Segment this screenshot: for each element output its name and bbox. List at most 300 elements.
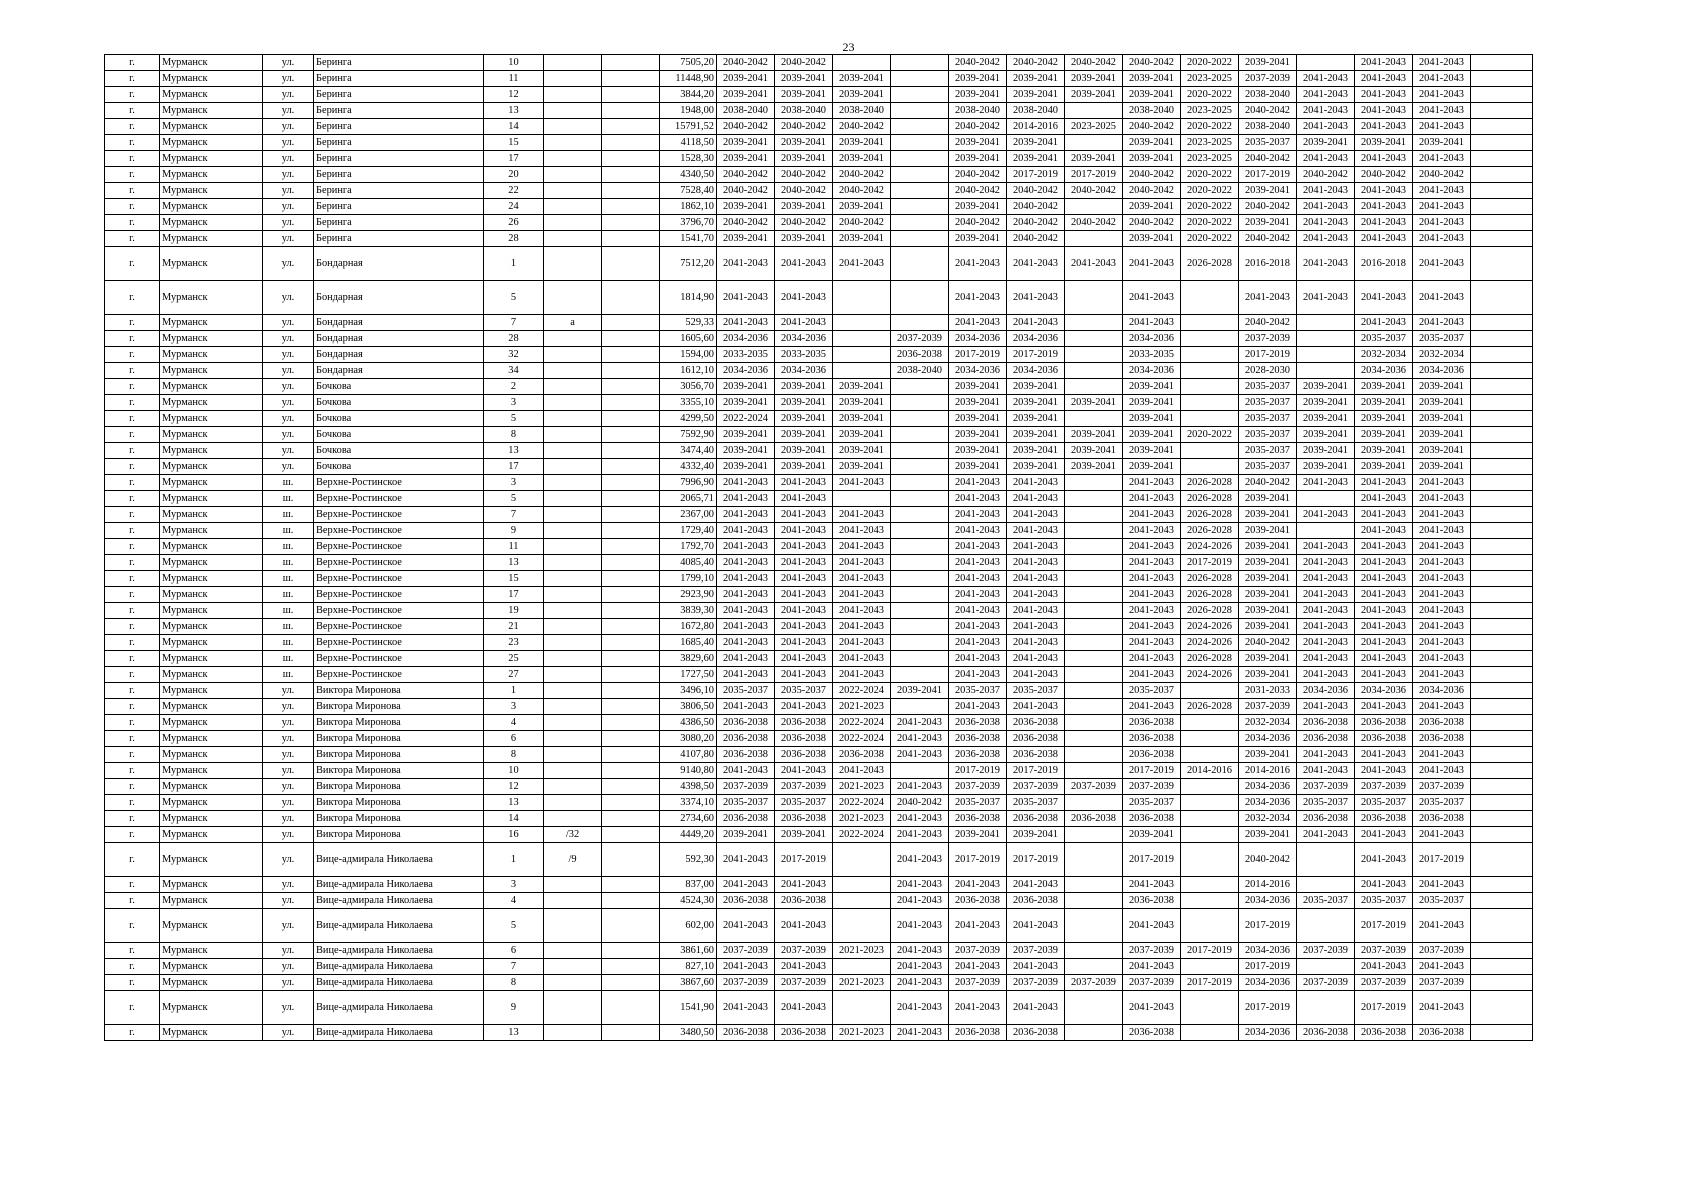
cell-period-12: 2032-2034: [1355, 347, 1413, 363]
cell-street-name: Верхне-Ростинское: [314, 475, 484, 491]
cell-building-suffix: [544, 507, 602, 523]
cell-period-3: 2022-2024: [833, 683, 891, 699]
cell-period-1: 2041-2043: [717, 587, 775, 603]
cell-extra: [1471, 215, 1533, 231]
cell-period-3: [833, 55, 891, 71]
cell-period-13: 2041-2043: [1413, 603, 1471, 619]
cell-period-1: 2041-2043: [717, 909, 775, 943]
cell-period-6: 2040-2042: [1007, 215, 1065, 231]
cell-building-suffix: [544, 87, 602, 103]
cell-building-suffix: [544, 571, 602, 587]
cell-period-9: [1181, 893, 1239, 909]
cell-street-type: ул.: [263, 459, 314, 475]
cell-period-7: 2040-2042: [1065, 215, 1123, 231]
cell-total-area: 4449,20: [660, 827, 717, 843]
cell-total-area: 3480,50: [660, 1025, 717, 1041]
cell-period-13: 2041-2043: [1413, 571, 1471, 587]
cell-period-3: [833, 363, 891, 379]
cell-period-1: 2039-2041: [717, 443, 775, 459]
cell-street-name: Беринга: [314, 231, 484, 247]
cell-settlement-type: г.: [105, 893, 160, 909]
cell-settlement-type: г.: [105, 715, 160, 731]
cell-period-10: 2017-2019: [1239, 167, 1297, 183]
cell-period-7: [1065, 843, 1123, 877]
cell-period-2: 2034-2036: [775, 363, 833, 379]
cell-period-5: 2041-2043: [949, 315, 1007, 331]
cell-city: Мурманск: [160, 395, 263, 411]
cell-period-12: 2041-2043: [1355, 571, 1413, 587]
cell-period-1: 2035-2037: [717, 795, 775, 811]
cell-street-type: ул.: [263, 683, 314, 699]
cell-period-8: 2039-2041: [1123, 135, 1181, 151]
cell-period-11: 2034-2036: [1297, 683, 1355, 699]
cell-extra: [1471, 71, 1533, 87]
cell-period-1: 2039-2041: [717, 135, 775, 151]
cell-period-1: 2034-2036: [717, 363, 775, 379]
cell-building-suffix: [544, 281, 602, 315]
cell-extra: [1471, 811, 1533, 827]
cell-period-11: 2040-2042: [1297, 167, 1355, 183]
cell-total-area: 1541,90: [660, 991, 717, 1025]
cell-period-4: [891, 699, 949, 715]
cell-period-4: 2041-2043: [891, 827, 949, 843]
cell-period-8: 2036-2038: [1123, 731, 1181, 747]
cell-period-8: 2034-2036: [1123, 331, 1181, 347]
cell-period-8: 2041-2043: [1123, 909, 1181, 943]
cell-house-number: 1: [484, 247, 544, 281]
cell-period-5: 2037-2039: [949, 943, 1007, 959]
cell-total-area: 1862,10: [660, 199, 717, 215]
cell-period-9: [1181, 683, 1239, 699]
cell-period-7: 2036-2038: [1065, 811, 1123, 827]
cell-extra: [1471, 619, 1533, 635]
cell-extra: [1471, 523, 1533, 539]
cell-settlement-type: г.: [105, 395, 160, 411]
cell-period-7: [1065, 603, 1123, 619]
cell-settlement-type: г.: [105, 827, 160, 843]
cell-period-9: 2024-2026: [1181, 619, 1239, 635]
cell-period-11: 2041-2043: [1297, 827, 1355, 843]
cell-period-12: 2041-2043: [1355, 281, 1413, 315]
cell-street-name: Бочкова: [314, 443, 484, 459]
cell-street-type: ул.: [263, 315, 314, 331]
table-row: [105, 975, 1533, 991]
cell-street-type: ул.: [263, 943, 314, 959]
cell-settlement-type: г.: [105, 247, 160, 281]
cell-building-suffix: [544, 55, 602, 71]
cell-period-4: [891, 315, 949, 331]
cell-house-number: 4: [484, 893, 544, 909]
cell-extra: [1471, 55, 1533, 71]
cell-period-6: 2041-2043: [1007, 991, 1065, 1025]
cell-period-2: 2041-2043: [775, 571, 833, 587]
cell-period-8: 2040-2042: [1123, 119, 1181, 135]
cell-period-9: [1181, 281, 1239, 315]
cell-total-area: 15791,52: [660, 119, 717, 135]
cell-period-1: 2041-2043: [717, 635, 775, 651]
cell-period-10: 2040-2042: [1239, 103, 1297, 119]
cell-total-area: 1799,10: [660, 571, 717, 587]
cell-period-4: 2041-2043: [891, 1025, 949, 1041]
cell-building-suffix: [544, 747, 602, 763]
cell-period-12: 2016-2018: [1355, 247, 1413, 281]
cell-period-11: 2041-2043: [1297, 507, 1355, 523]
cell-street-type: ул.: [263, 135, 314, 151]
cell-period-1: 2034-2036: [717, 331, 775, 347]
cell-building-suffix: [544, 347, 602, 363]
cell-extra: [1471, 247, 1533, 281]
table-row: [105, 215, 1533, 231]
cell-settlement-type: г.: [105, 975, 160, 991]
cell-period-2: 2038-2040: [775, 103, 833, 119]
cell-period-3: [833, 991, 891, 1025]
cell-period-3: 2040-2042: [833, 215, 891, 231]
cell-building-suffix: [544, 363, 602, 379]
cell-house-number: 13: [484, 443, 544, 459]
cell-letter: [602, 167, 660, 183]
cell-period-12: 2017-2019: [1355, 909, 1413, 943]
cell-period-9: 2024-2026: [1181, 667, 1239, 683]
cell-extra: [1471, 331, 1533, 347]
cell-building-suffix: [544, 943, 602, 959]
cell-total-area: 4340,50: [660, 167, 717, 183]
cell-period-9: [1181, 811, 1239, 827]
cell-street-type: ш.: [263, 523, 314, 539]
cell-city: Мурманск: [160, 151, 263, 167]
cell-total-area: 1605,60: [660, 331, 717, 347]
cell-period-12: 2041-2043: [1355, 475, 1413, 491]
cell-building-suffix: [544, 71, 602, 87]
cell-period-4: 2041-2043: [891, 943, 949, 959]
cell-period-13: 2041-2043: [1413, 651, 1471, 667]
cell-street-type: ул.: [263, 427, 314, 443]
cell-building-suffix: [544, 651, 602, 667]
cell-total-area: 2923,90: [660, 587, 717, 603]
cell-settlement-type: г.: [105, 71, 160, 87]
cell-period-10: 2037-2039: [1239, 71, 1297, 87]
cell-period-4: [891, 231, 949, 247]
cell-house-number: 17: [484, 459, 544, 475]
cell-period-1: 2039-2041: [717, 395, 775, 411]
cell-letter: [602, 827, 660, 843]
cell-period-8: 2039-2041: [1123, 411, 1181, 427]
cell-street-type: ш.: [263, 619, 314, 635]
cell-period-12: 2035-2037: [1355, 795, 1413, 811]
cell-period-6: 2040-2042: [1007, 55, 1065, 71]
cell-period-9: 2024-2026: [1181, 539, 1239, 555]
cell-period-1: 2036-2038: [717, 747, 775, 763]
cell-period-3: 2041-2043: [833, 635, 891, 651]
cell-period-1: 2039-2041: [717, 459, 775, 475]
cell-letter: [602, 363, 660, 379]
cell-period-4: [891, 571, 949, 587]
cell-extra: [1471, 183, 1533, 199]
cell-period-10: 2035-2037: [1239, 135, 1297, 151]
cell-period-9: 2017-2019: [1181, 975, 1239, 991]
cell-period-8: 2039-2041: [1123, 231, 1181, 247]
cell-period-13: 2041-2043: [1413, 991, 1471, 1025]
cell-city: Мурманск: [160, 683, 263, 699]
cell-period-2: 2033-2035: [775, 347, 833, 363]
cell-period-4: 2041-2043: [891, 811, 949, 827]
cell-period-12: 2041-2043: [1355, 183, 1413, 199]
cell-period-5: 2039-2041: [949, 827, 1007, 843]
cell-period-2: 2041-2043: [775, 877, 833, 893]
cell-period-13: 2041-2043: [1413, 281, 1471, 315]
cell-period-5: 2041-2043: [949, 603, 1007, 619]
cell-period-5: 2039-2041: [949, 135, 1007, 151]
cell-street-name: Вице-адмирала Николаева: [314, 893, 484, 909]
cell-period-7: [1065, 635, 1123, 651]
cell-period-1: 2041-2043: [717, 877, 775, 893]
cell-period-1: 2037-2039: [717, 975, 775, 991]
cell-period-3: 2021-2023: [833, 779, 891, 795]
cell-period-5: 2041-2043: [949, 959, 1007, 975]
cell-house-number: 3: [484, 395, 544, 411]
cell-period-3: 2041-2043: [833, 619, 891, 635]
cell-period-2: 2041-2043: [775, 507, 833, 523]
table-row: [105, 135, 1533, 151]
cell-period-12: 2035-2037: [1355, 893, 1413, 909]
cell-city: Мурманск: [160, 651, 263, 667]
cell-period-3: 2039-2041: [833, 459, 891, 475]
cell-house-number: 5: [484, 281, 544, 315]
cell-letter: [602, 635, 660, 651]
cell-period-7: [1065, 231, 1123, 247]
cell-extra: [1471, 167, 1533, 183]
cell-house-number: 3: [484, 699, 544, 715]
cell-period-10: 2039-2041: [1239, 651, 1297, 667]
cell-total-area: 4085,40: [660, 555, 717, 571]
cell-period-13: 2041-2043: [1413, 959, 1471, 975]
cell-house-number: 6: [484, 943, 544, 959]
cell-total-area: 1685,40: [660, 635, 717, 651]
cell-period-5: 2041-2043: [949, 991, 1007, 1025]
cell-street-name: Верхне-Ростинское: [314, 523, 484, 539]
cell-period-5: 2039-2041: [949, 199, 1007, 215]
cell-period-5: 2036-2038: [949, 1025, 1007, 1041]
cell-period-13: 2032-2034: [1413, 347, 1471, 363]
cell-period-5: 2041-2043: [949, 475, 1007, 491]
cell-extra: [1471, 715, 1533, 731]
cell-period-2: 2036-2038: [775, 811, 833, 827]
cell-period-1: 2037-2039: [717, 943, 775, 959]
cell-period-11: 2035-2037: [1297, 795, 1355, 811]
cell-period-5: 2035-2037: [949, 683, 1007, 699]
cell-extra: [1471, 491, 1533, 507]
cell-settlement-type: г.: [105, 427, 160, 443]
cell-city: Мурманск: [160, 281, 263, 315]
cell-period-9: 2024-2026: [1181, 635, 1239, 651]
cell-settlement-type: г.: [105, 763, 160, 779]
cell-street-type: ш.: [263, 587, 314, 603]
cell-period-9: 2026-2028: [1181, 475, 1239, 491]
cell-extra: [1471, 507, 1533, 523]
cell-period-9: 2017-2019: [1181, 943, 1239, 959]
cell-period-12: 2041-2043: [1355, 315, 1413, 331]
cell-extra: [1471, 475, 1533, 491]
cell-extra: [1471, 877, 1533, 893]
cell-period-4: 2041-2043: [891, 991, 949, 1025]
cell-house-number: 28: [484, 231, 544, 247]
cell-street-type: ул.: [263, 763, 314, 779]
cell-house-number: 20: [484, 167, 544, 183]
cell-period-13: 2041-2043: [1413, 635, 1471, 651]
cell-settlement-type: г.: [105, 459, 160, 475]
cell-period-9: [1181, 715, 1239, 731]
cell-period-11: 2041-2043: [1297, 87, 1355, 103]
cell-period-6: 2036-2038: [1007, 731, 1065, 747]
cell-letter: [602, 539, 660, 555]
cell-settlement-type: г.: [105, 571, 160, 587]
cell-extra: [1471, 795, 1533, 811]
cell-total-area: 3056,70: [660, 379, 717, 395]
cell-street-type: ул.: [263, 811, 314, 827]
cell-period-4: [891, 587, 949, 603]
cell-period-6: 2039-2041: [1007, 135, 1065, 151]
cell-period-3: 2041-2043: [833, 667, 891, 683]
cell-city: Мурманск: [160, 507, 263, 523]
cell-period-12: 2041-2043: [1355, 103, 1413, 119]
cell-period-8: 2041-2043: [1123, 247, 1181, 281]
cell-period-8: 2035-2037: [1123, 795, 1181, 811]
cell-period-1: 2033-2035: [717, 347, 775, 363]
cell-building-suffix: [544, 779, 602, 795]
cell-period-2: 2039-2041: [775, 151, 833, 167]
cell-period-10: 2016-2018: [1239, 247, 1297, 281]
cell-period-4: [891, 183, 949, 199]
cell-period-1: 2040-2042: [717, 215, 775, 231]
table-row: [105, 827, 1533, 843]
cell-period-10: 2039-2041: [1239, 491, 1297, 507]
cell-city: Мурманск: [160, 893, 263, 909]
cell-period-5: 2041-2043: [949, 507, 1007, 523]
cell-period-8: 2040-2042: [1123, 167, 1181, 183]
cell-period-8: 2017-2019: [1123, 763, 1181, 779]
cell-letter: [602, 475, 660, 491]
cell-period-3: 2039-2041: [833, 411, 891, 427]
cell-period-2: 2039-2041: [775, 427, 833, 443]
cell-period-6: 2039-2041: [1007, 827, 1065, 843]
cell-period-6: 2039-2041: [1007, 443, 1065, 459]
cell-street-name: Виктора Миронова: [314, 699, 484, 715]
cell-period-9: [1181, 363, 1239, 379]
cell-period-4: [891, 763, 949, 779]
cell-period-7: [1065, 199, 1123, 215]
cell-period-10: 2034-2036: [1239, 975, 1297, 991]
cell-period-8: 2041-2043: [1123, 539, 1181, 555]
cell-city: Мурманск: [160, 667, 263, 683]
cell-period-3: 2039-2041: [833, 199, 891, 215]
cell-period-13: 2041-2043: [1413, 909, 1471, 943]
cell-period-12: 2041-2043: [1355, 119, 1413, 135]
cell-street-name: Беринга: [314, 71, 484, 87]
cell-period-10: 2037-2039: [1239, 331, 1297, 347]
cell-period-6: 2036-2038: [1007, 893, 1065, 909]
cell-building-suffix: [544, 103, 602, 119]
cell-city: Мурманск: [160, 795, 263, 811]
cell-period-5: 2041-2043: [949, 877, 1007, 893]
cell-period-9: [1181, 443, 1239, 459]
cell-period-4: [891, 555, 949, 571]
cell-city: Мурманск: [160, 167, 263, 183]
cell-period-5: 2040-2042: [949, 167, 1007, 183]
cell-period-12: 2041-2043: [1355, 827, 1413, 843]
cell-street-type: ул.: [263, 779, 314, 795]
cell-period-10: 2032-2034: [1239, 811, 1297, 827]
cell-period-9: [1181, 731, 1239, 747]
table-row: [105, 811, 1533, 827]
cell-settlement-type: г.: [105, 523, 160, 539]
table-row: [105, 715, 1533, 731]
cell-period-9: 2014-2016: [1181, 763, 1239, 779]
cell-period-11: [1297, 959, 1355, 975]
cell-period-4: 2041-2043: [891, 877, 949, 893]
cell-period-8: 2037-2039: [1123, 975, 1181, 991]
cell-letter: [602, 215, 660, 231]
cell-city: Мурманск: [160, 523, 263, 539]
cell-period-7: [1065, 1025, 1123, 1041]
cell-settlement-type: г.: [105, 167, 160, 183]
cell-period-6: 2041-2043: [1007, 523, 1065, 539]
cell-period-4: 2036-2038: [891, 347, 949, 363]
cell-period-6: 2035-2037: [1007, 795, 1065, 811]
cell-street-type: ш.: [263, 651, 314, 667]
cell-period-12: 2041-2043: [1355, 619, 1413, 635]
cell-house-number: 22: [484, 183, 544, 199]
cell-period-6: 2041-2043: [1007, 651, 1065, 667]
cell-period-13: 2041-2043: [1413, 523, 1471, 539]
housing-schedule-table: [104, 54, 1533, 1041]
cell-period-4: [891, 151, 949, 167]
cell-period-2: 2036-2038: [775, 715, 833, 731]
cell-building-suffix: [544, 763, 602, 779]
cell-building-suffix: [544, 523, 602, 539]
cell-period-11: 2041-2043: [1297, 651, 1355, 667]
cell-total-area: 3080,20: [660, 731, 717, 747]
cell-period-7: [1065, 699, 1123, 715]
cell-street-name: Беринга: [314, 135, 484, 151]
cell-letter: [602, 667, 660, 683]
cell-period-5: 2017-2019: [949, 763, 1007, 779]
cell-period-11: 2041-2043: [1297, 587, 1355, 603]
cell-period-10: 2037-2039: [1239, 699, 1297, 715]
cell-period-2: 2040-2042: [775, 55, 833, 71]
cell-street-type: ул.: [263, 215, 314, 231]
cell-period-13: 2035-2037: [1413, 331, 1471, 347]
cell-period-6: 2041-2043: [1007, 315, 1065, 331]
cell-period-5: 2039-2041: [949, 87, 1007, 103]
cell-period-3: [833, 877, 891, 893]
cell-period-4: 2041-2043: [891, 893, 949, 909]
cell-house-number: 5: [484, 909, 544, 943]
cell-house-number: 32: [484, 347, 544, 363]
table-row: [105, 119, 1533, 135]
cell-period-7: 2037-2039: [1065, 975, 1123, 991]
cell-letter: [602, 507, 660, 523]
cell-letter: [602, 315, 660, 331]
cell-period-13: 2041-2043: [1413, 315, 1471, 331]
table-row: [105, 587, 1533, 603]
cell-building-suffix: [544, 135, 602, 151]
table-row: [105, 603, 1533, 619]
cell-period-6: 2039-2041: [1007, 71, 1065, 87]
cell-period-12: 2041-2043: [1355, 199, 1413, 215]
cell-period-6: 2039-2041: [1007, 395, 1065, 411]
cell-period-6: 2041-2043: [1007, 909, 1065, 943]
cell-period-2: 2039-2041: [775, 199, 833, 215]
cell-extra: [1471, 199, 1533, 215]
